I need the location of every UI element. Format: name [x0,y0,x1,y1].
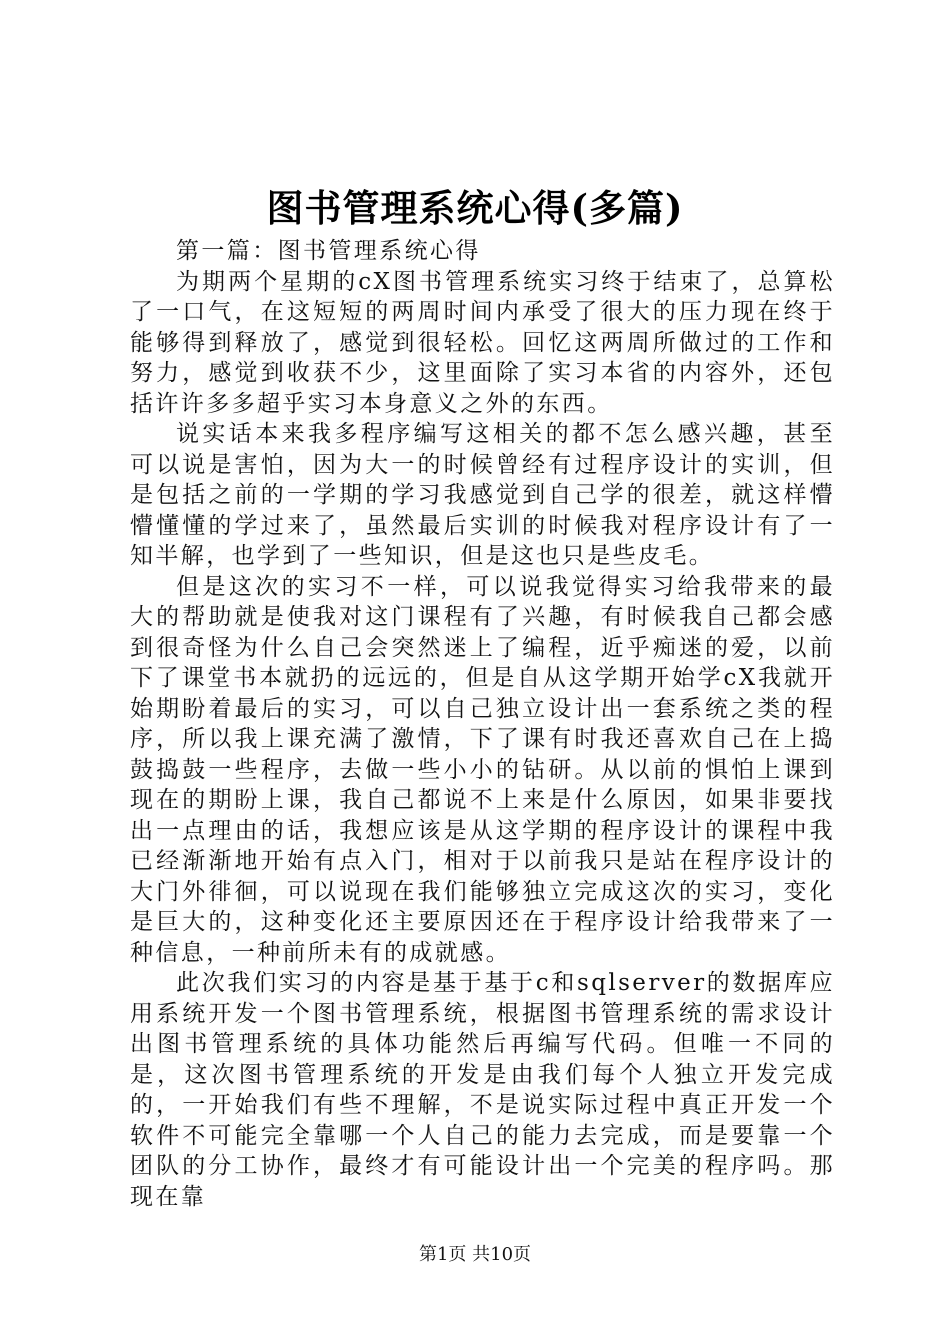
page-footer: 第1页 共10页 [418,1244,532,1265]
paragraph: 但是这次的实习不一样，可以说我觉得实习给我带来的最大的帮助就是使我对这门课程有了兴趣，有时候我自己都会感到很奇怪为什么自己会突然迷上了编程，近乎痴迷的爱，以前下了课堂书本就扔的远远的，但是自从这学期开始学cX我就开始期盼着最后的实习，可以自己独立设计出一套系统之类的程序，所以我上课充满了激情，下了课有时我还喜欢自己在上捣鼓捣鼓一些程序，去做一些小小的钻研。从以前的惧怕上课到现在的期盼上课，我自己都说不上来是什么原因，如果非要找出一点理由的话，我想应该是从这学期的程序设计的课程中我已经渐渐地开始有点入门，相对于以前我只是站在程序设计的大门外徘徊，可以说现在我们能够独立完成这次的实习，变化是巨大的，这种变化还主要原因还在于程序设计给我带来了一种信息，一种前所未有的成就感。 [130,573,835,966]
document-title: 图书管理系统心得(多篇) [266,186,684,230]
section-heading: 第一篇：图书管理系统心得 [176,238,481,264]
paragraph: 此次我们实习的内容是基于基于c和sqlserver的数据库应用系统开发一个图书管理系统，根据图书管理系统的需求设计出图书管理系统的具体功能然后再编写代码。但唯一不同的是，这次图书管理系统的开发是由我们每个人独立开发完成的，一开始我们有些不理解，不是说实际过程中真正开发一个软件不可能完全靠哪一个人自己的能力去完成，而是要靠一个团队的分工协作，最终才有可能设计出一个完美的程序吗。那现在靠 [130,970,835,1210]
document-body [130,236,835,1212]
paragraph: 为期两个星期的cX图书管理系统实习终于结束了，总算松了一口气，在这短短的两周时间内承受了很大的压力现在终于能够得到释放了，感觉到很轻松。回忆这两周所做过的工作和努力，感觉到收获不少，这里面除了实习本省的内容外，还包括许许多多超乎实习本身意义之外的东西。 [130,268,835,417]
paragraph: 说实话本来我多程序编写这相关的都不怎么感兴趣，甚至可以说是害怕，因为大一的时候曾经有过程序设计的实训，但是包括之前的一学期的学习我感觉到自己学的很差，就这样懵懵懂懂的学过来了，虽然最后实训的时候我对程序设计有了一知半解，也学到了一些知识，但是这也只是些皮毛。 [130,421,835,569]
